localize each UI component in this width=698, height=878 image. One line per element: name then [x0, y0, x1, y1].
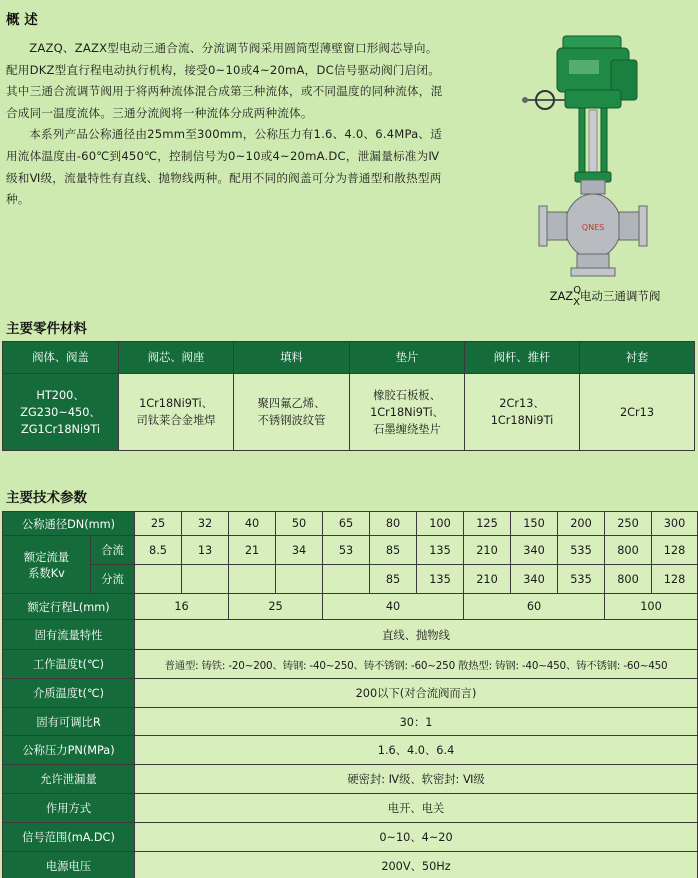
kv-split-cell: 210 [464, 565, 511, 594]
materials-header-cell: 阀芯、阀座 [119, 342, 234, 374]
param-row-label: 电源电压 [3, 852, 135, 878]
params-table [2, 511, 698, 878]
stroke-cell: 100 [605, 594, 698, 620]
param-row-label: 介质温度t(℃) [3, 679, 135, 708]
overview-title: 概 述 [6, 12, 38, 28]
dn-label: 公称通径DN(mm) [3, 512, 135, 536]
kv-merge-cell: 135 [417, 536, 464, 565]
materials-value-cell: 2Cr13 [580, 374, 695, 451]
dn-cell: 40 [229, 512, 276, 536]
overview-text [6, 38, 444, 211]
overview-paragraph-2: 本系列产品公称通径由25mm至300mm，公称压力有1.6、4.0、6.4MPa、适用流体温度由-60℃到450℃，控制信号为0~10或4~20mA.DC，泄漏量标准为Ⅳ级和Ⅵ级，流量特性有直线、抛物线两种。配用不同的阀盖可分为普通型和散热型两种。 [6, 127, 443, 207]
param-row-value: 200以下(对合流阀而言) [135, 679, 698, 708]
dn-cell: 150 [511, 512, 558, 536]
kv-merge-cell: 85 [370, 536, 417, 565]
param-row-value: 普通型: 铸铁: -20~200、铸钢: -40~250、铸不锈钢: -60~250 散热型: 铸钢: -40~450、铸不锈钢: -60~450 [135, 650, 698, 679]
dn-cell: 100 [417, 512, 464, 536]
kv-split-cell [135, 565, 182, 594]
kv-merge-cell: 800 [605, 536, 652, 565]
caption-x: X [573, 297, 580, 308]
param-row-label: 信号范围(mA.DC) [3, 823, 135, 852]
materials-header-cell: 垫片 [350, 342, 465, 374]
stroke-label: 额定行程L(mm) [3, 594, 135, 620]
stroke-cell: 16 [135, 594, 229, 620]
param-row-value: 30：1 [135, 708, 698, 736]
materials-table [2, 341, 695, 451]
materials-header-cell: 阀杆、推杆 [465, 342, 580, 374]
caption-q: Q [573, 285, 582, 296]
dn-cell: 200 [558, 512, 605, 536]
kv-split-cell: 340 [511, 565, 558, 594]
param-row-label: 允许泄漏量 [3, 765, 135, 794]
param-row-label: 公称压力PN(MPa) [3, 736, 135, 765]
params-title: 主要技术参数 [6, 490, 87, 506]
param-row-label: 工作温度t(℃) [3, 650, 135, 679]
kv-merge-cell: 340 [511, 536, 558, 565]
kv-merge-cell: 13 [182, 536, 229, 565]
kv-merge-cell: 21 [229, 536, 276, 565]
param-row-value: 电开、电关 [135, 794, 698, 823]
dn-cell: 250 [605, 512, 652, 536]
stroke-cell: 40 [323, 594, 464, 620]
kv-merge-cell: 8.5 [135, 536, 182, 565]
caption-name: 电动三通调节阀 [579, 289, 661, 303]
dn-cell: 80 [370, 512, 417, 536]
materials-value-cell: 1Cr18Ni9Ti、 司钛莱合金堆焊 [119, 374, 234, 451]
kv-merge-cell: 535 [558, 536, 605, 565]
kv-merge-cell: 128 [652, 536, 698, 565]
param-row-label: 作用方式 [3, 794, 135, 823]
kv-split-cell: 800 [605, 565, 652, 594]
kv-split-cell: 85 [370, 565, 417, 594]
param-row-value: 0~10、4~20 [135, 823, 698, 852]
dn-cell: 65 [323, 512, 370, 536]
kv-label: 额定流量 系数Kv [3, 536, 91, 594]
valve-product-image [515, 30, 685, 290]
kv-split-label: 分流 [91, 565, 135, 594]
dn-cell: 125 [464, 512, 511, 536]
kv-split-cell: 135 [417, 565, 464, 594]
materials-value-cell: HT200、 ZG230~450、 ZG1Cr18Ni9Ti [3, 374, 119, 451]
materials-value-cell: 聚四氟乙烯、 不锈钢波纹管 [234, 374, 350, 451]
dn-cell: 25 [135, 512, 182, 536]
kv-split-cell: 535 [558, 565, 605, 594]
stroke-cell: 25 [229, 594, 323, 620]
param-row-label: 固有可调比R [3, 708, 135, 736]
param-row-value: 直线、抛物线 [135, 620, 698, 650]
param-row-value: 1.6、4.0、6.4 [135, 736, 698, 765]
dn-cell: 32 [182, 512, 229, 536]
materials-header-cell: 阀体、阀盖 [3, 342, 119, 374]
dn-cell: 300 [652, 512, 698, 536]
kv-merge-cell: 53 [323, 536, 370, 565]
dn-cell: 50 [276, 512, 323, 536]
product-caption [520, 285, 690, 308]
kv-split-cell [229, 565, 276, 594]
kv-split-cell [276, 565, 323, 594]
stroke-cell: 60 [464, 594, 605, 620]
overview-paragraph-1: ZAZQ、ZAZX型电动三通合流、分流调节阀采用圆筒型薄壁窗口形阀芯导向。配用DKZ型直行程电动执行机构，接受0~10或4~20mA，DC信号驱动阀门启闭。其中三通合流调节阀用于将两种流体混合成第三种流体，或不同温度的同种流体，混合成同一温度流体。三通分流阀将一种流体分成两种流体。 [6, 41, 443, 120]
kv-merge-label: 合流 [91, 536, 135, 565]
caption-model: ZAZ [549, 289, 574, 303]
kv-split-cell: 128 [652, 565, 698, 594]
materials-header-cell: 填料 [234, 342, 350, 374]
materials-title: 主要零件材料 [6, 321, 87, 337]
kv-merge-cell: 210 [464, 536, 511, 565]
kv-merge-cell: 34 [276, 536, 323, 565]
param-row-label: 固有流量特性 [3, 620, 135, 650]
materials-value-cell: 2Cr13、 1Cr18Ni9Ti [465, 374, 580, 451]
kv-split-cell [182, 565, 229, 594]
param-row-value: 200V、50Hz [135, 852, 698, 878]
kv-split-cell [323, 565, 370, 594]
valve-logo-label: QNES [581, 223, 605, 232]
materials-value-cell: 橡胶石板板、 1Cr18Ni9Ti、 石墨缠绕垫片 [350, 374, 465, 451]
param-row-value: 硬密封: Ⅳ级、软密封: Ⅵ级 [135, 765, 698, 794]
materials-header-cell: 衬套 [580, 342, 695, 374]
